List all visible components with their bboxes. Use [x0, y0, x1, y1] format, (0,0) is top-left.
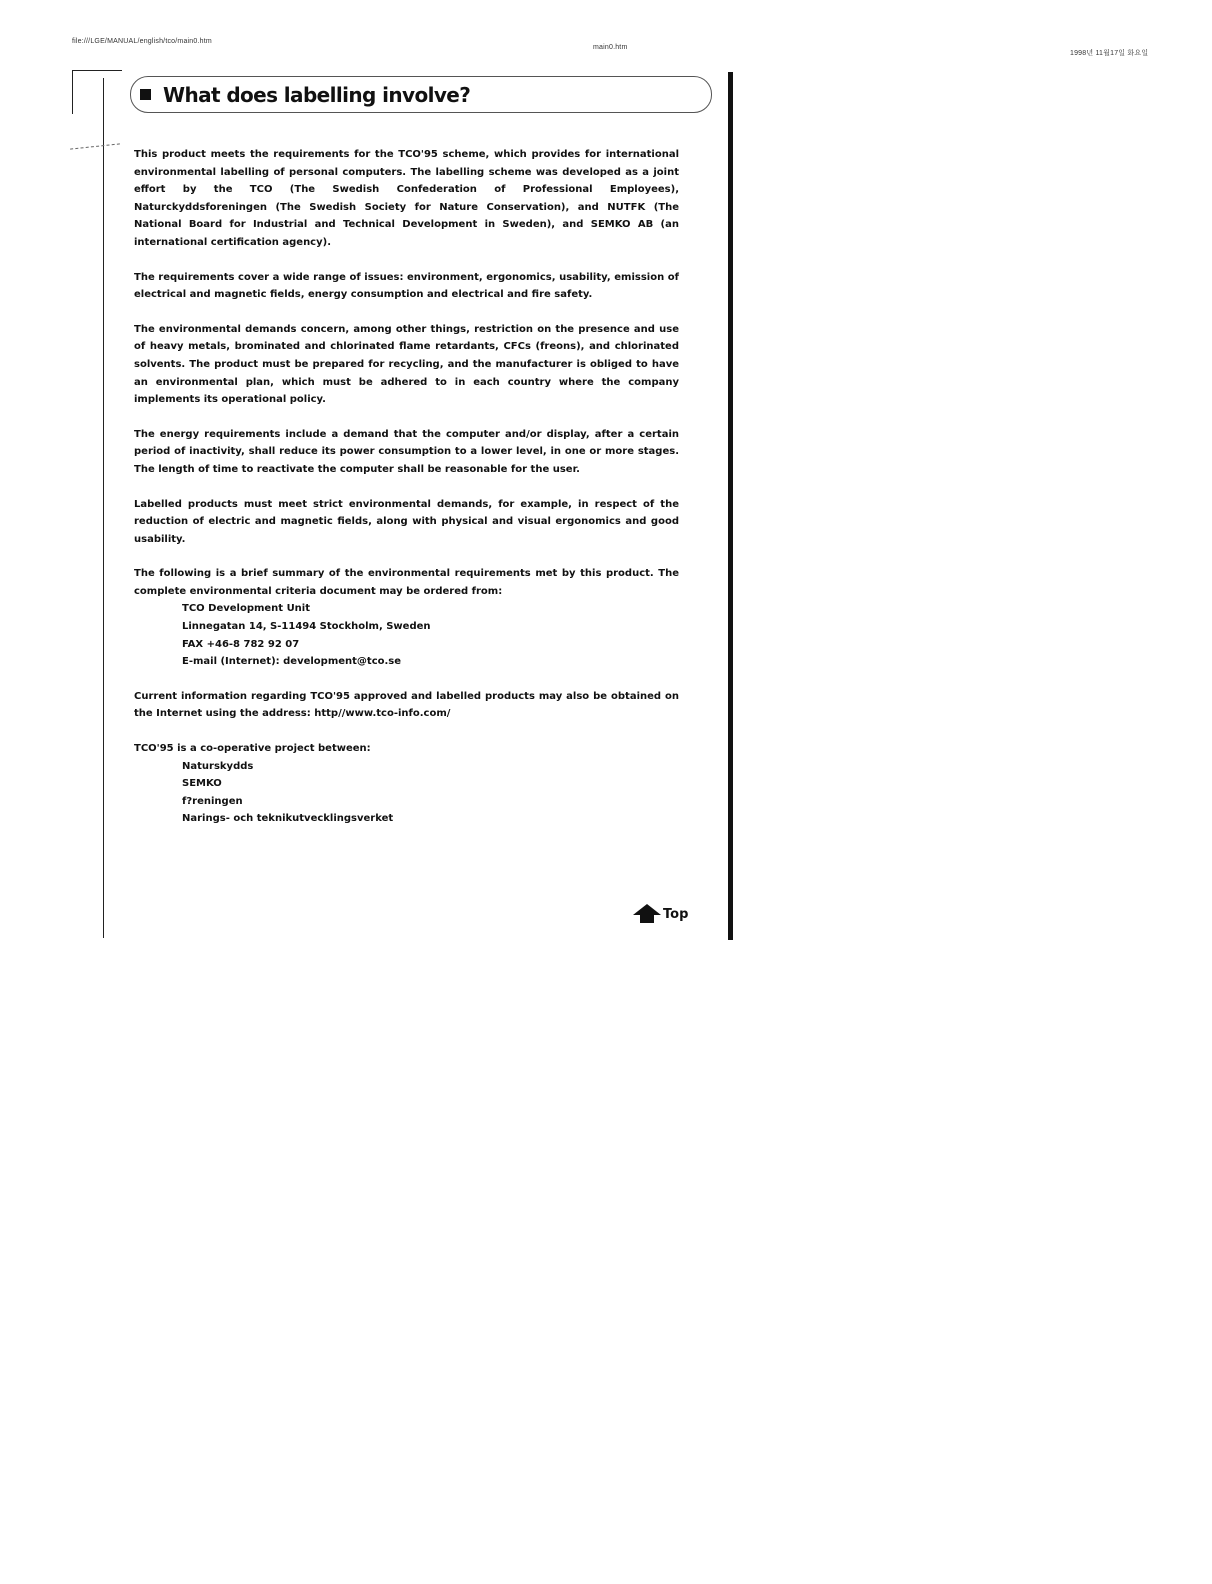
frame-corner-left [72, 70, 73, 114]
address-line: Linnegatan 14, S-11494 Stockholm, Sweden [182, 621, 431, 633]
paragraph-info: Current information regarding TCO'95 approved and labelled products may also be obtained on the Internet using the address: http//www.tco-info.com/ [134, 690, 679, 720]
frame-left-border [103, 78, 104, 938]
square-bullet-icon [140, 89, 151, 100]
paragraph-energy: The energy requirements include a demand that the computer and/or display, after a certain period of inactivity, shall reduce its power consumption to a lower level, in one or more stages. The length of time to reactivate the computer shall be reasonable for the user. [134, 428, 679, 475]
top-link-label: Top [663, 906, 689, 922]
page-title: What does labelling involve? [163, 82, 471, 107]
address-line: E-mail (Internet): development@tco.se [182, 656, 402, 668]
header-file-path: file:///LGE/MANUAL/english/tco/main0.htm [72, 38, 212, 45]
top-link[interactable] [633, 904, 688, 924]
scan-mark [70, 143, 120, 149]
main-content [134, 146, 679, 828]
address-line: FAX +46-8 782 92 07 [182, 638, 300, 650]
address-line: TCO Development Unit [182, 603, 311, 615]
paragraph-environmental: The environmental demands concern, among other things, restriction on the presence and use of heavy metals, brominated and chlorinated flame retardants, CFCs (freons), and chlorinated solvents. The product must be prepared for recycling, and the manufacturer is obliged to have an environmental plan, which must be adhered to in each country where the company implements its operational policy. [134, 323, 679, 406]
header-page-name: main0.htm [593, 44, 628, 51]
paragraph-labelled: Labelled products must meet strict environmental demands, for example, in respect of the reduction of electric and magnetic fields, along with physical and visual ergonomics and good usability. [134, 498, 679, 545]
coop-list-item: Narings- och teknikutvecklingsverket [182, 813, 394, 825]
address-block [134, 600, 679, 670]
frame-right-border [728, 72, 733, 940]
coop-list-item: Naturskydds [182, 760, 254, 772]
up-arrow-icon [633, 904, 661, 924]
frame-corner-top [72, 70, 122, 71]
coop-list [134, 758, 679, 828]
coop-list-item: SEMKO [182, 778, 222, 790]
coop-list-item: f?reningen [182, 795, 243, 807]
paragraph-coop-intro: TCO'95 is a co-operative project between: [134, 743, 371, 755]
header-date: 1998년 11월17일 화요일 [1070, 50, 1149, 57]
section-title-box [130, 76, 712, 113]
paragraph-intro: This product meets the requirements for the TCO'95 scheme, which provides for international environmental labelling of personal computers. The labelling scheme was developed as a joint effort by the TCO (The Swedish Confederation of Professional Employees), Naturckyddsforeningen (The Swedish Society for Nature Conservation), and NUTFK (The National Board for Industrial and Technical Development in Sweden), and SEMKO AB (an international certification agency). [134, 149, 679, 248]
paragraph-summary: The following is a brief summary of the environmental requirements met by this product. The complete environmental criteria document may be ordered from: [134, 568, 679, 597]
paragraph-requirements: The requirements cover a wide range of issues: environment, ergonomics, usability, emission of electrical and magnetic fields, energy consumption and electrical and fire safety. [134, 271, 679, 301]
